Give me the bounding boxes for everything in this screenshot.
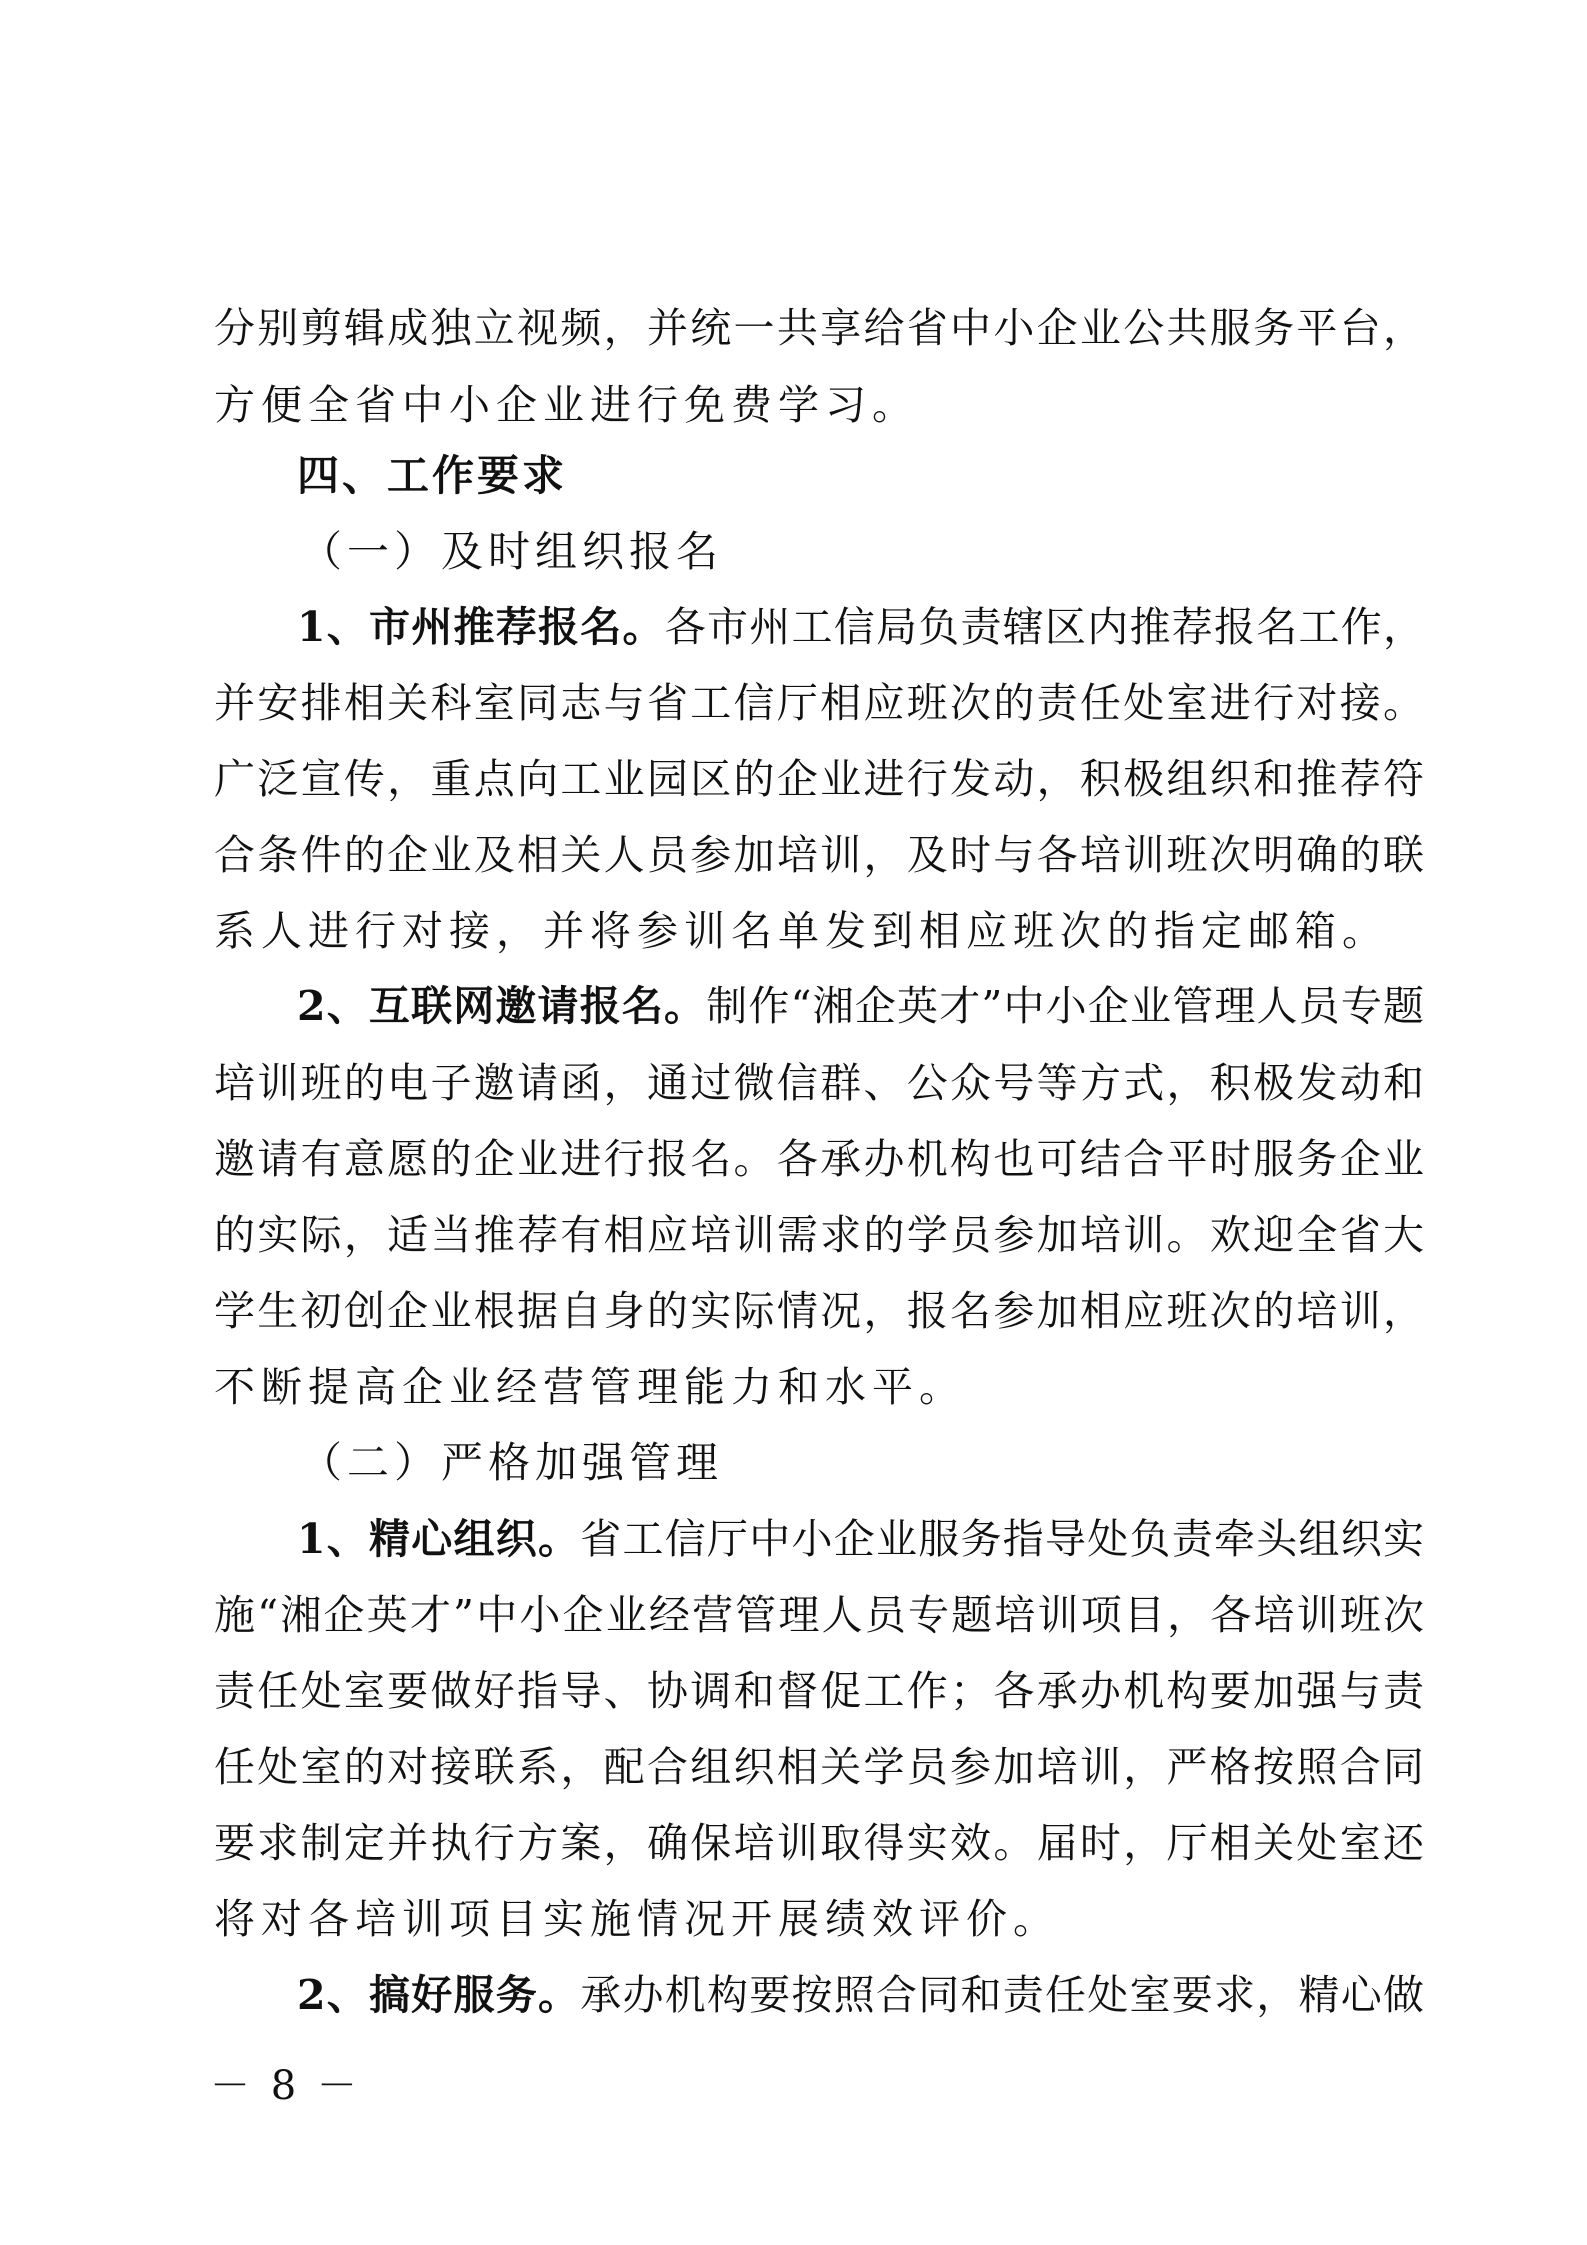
item-text: 制作“湘企英才”中小企业管理人员专题 — [706, 982, 1425, 1030]
subsection-title: （二）严格加强管理 — [300, 1438, 724, 1487]
paragraph-line: 系人进行对接，并将参训名单发到相应班次的指定邮箱。 — [214, 907, 1389, 955]
paragraph-line: 分别剪辑成独立视频，并统一共享给省中小企业公共服务平台， — [214, 304, 1424, 352]
paragraph-line: 方便全省中小企业进行免费学习。 — [214, 381, 919, 429]
paragraph-line: 培训班的电子邀请函，通过微信群、公众号等方式，积极发动和 — [214, 1059, 1424, 1107]
paragraph-line: 不断提高企业经营管理能力和水平。 — [214, 1363, 966, 1411]
paragraph-line: 将对各培训项目实施情况开展绩效评价。 — [214, 1895, 1060, 1943]
section-title: 四、工作要求 — [297, 451, 568, 500]
paragraph-line: 合条件的企业及相关人员参加培训，及时与各培训班次明确的联 — [214, 831, 1424, 879]
paragraph-line: 学生初创企业根据自身的实际情况，报名参加相应班次的培训， — [214, 1287, 1424, 1335]
paragraph-line: 要求制定并执行方案，确保培训取得实效。届时，厅相关处室还 — [214, 1819, 1424, 1867]
paragraph-first-line — [297, 980, 1424, 1032]
paragraph-first-line — [297, 1969, 1424, 2021]
subsection-title: （一）及时组织报名 — [300, 527, 724, 576]
paragraph-line: 广泛宣传，重点向工业园区的企业进行发动，积极组织和推荐符 — [214, 755, 1424, 803]
item-text: 承办机构要按照合同和责任处室要求，精心做 — [580, 1971, 1425, 2019]
item-lead: 2、搞好服务。 — [297, 1971, 581, 2019]
page-number: － 8 － — [210, 2063, 361, 2109]
item-text: 各市州工信局负责辖区内推荐报名工作， — [664, 603, 1425, 651]
item-lead: 1、市州推荐报名。 — [297, 603, 665, 651]
paragraph-line: 并安排相关科室同志与省工信厅相应班次的责任处室进行对接。 — [214, 679, 1424, 727]
item-lead: 2、互联网邀请报名。 — [297, 982, 707, 1030]
paragraph-line: 的实际，适当推荐有相应培训需求的学员参加培训。欢迎全省大 — [214, 1211, 1424, 1259]
paragraph-line: 责任处室要做好指导、协调和督促工作；各承办机构要加强与责 — [214, 1667, 1424, 1715]
item-lead: 1、精心组织。 — [297, 1515, 581, 1563]
paragraph-first-line — [297, 1513, 1424, 1565]
paragraph-line: 邀请有意愿的企业进行报名。各承办机构也可结合平时服务企业 — [214, 1135, 1424, 1183]
paragraph-first-line — [297, 601, 1424, 653]
paragraph-line: 任处室的对接联系，配合组织相关学员参加培训，严格按照合同 — [214, 1743, 1424, 1791]
item-text: 省工信厅中小企业服务指导处负责牵头组织实 — [580, 1515, 1425, 1563]
paragraph-line: 施“湘企英才”中小企业经营管理人员专题培训项目，各培训班次 — [214, 1591, 1424, 1639]
